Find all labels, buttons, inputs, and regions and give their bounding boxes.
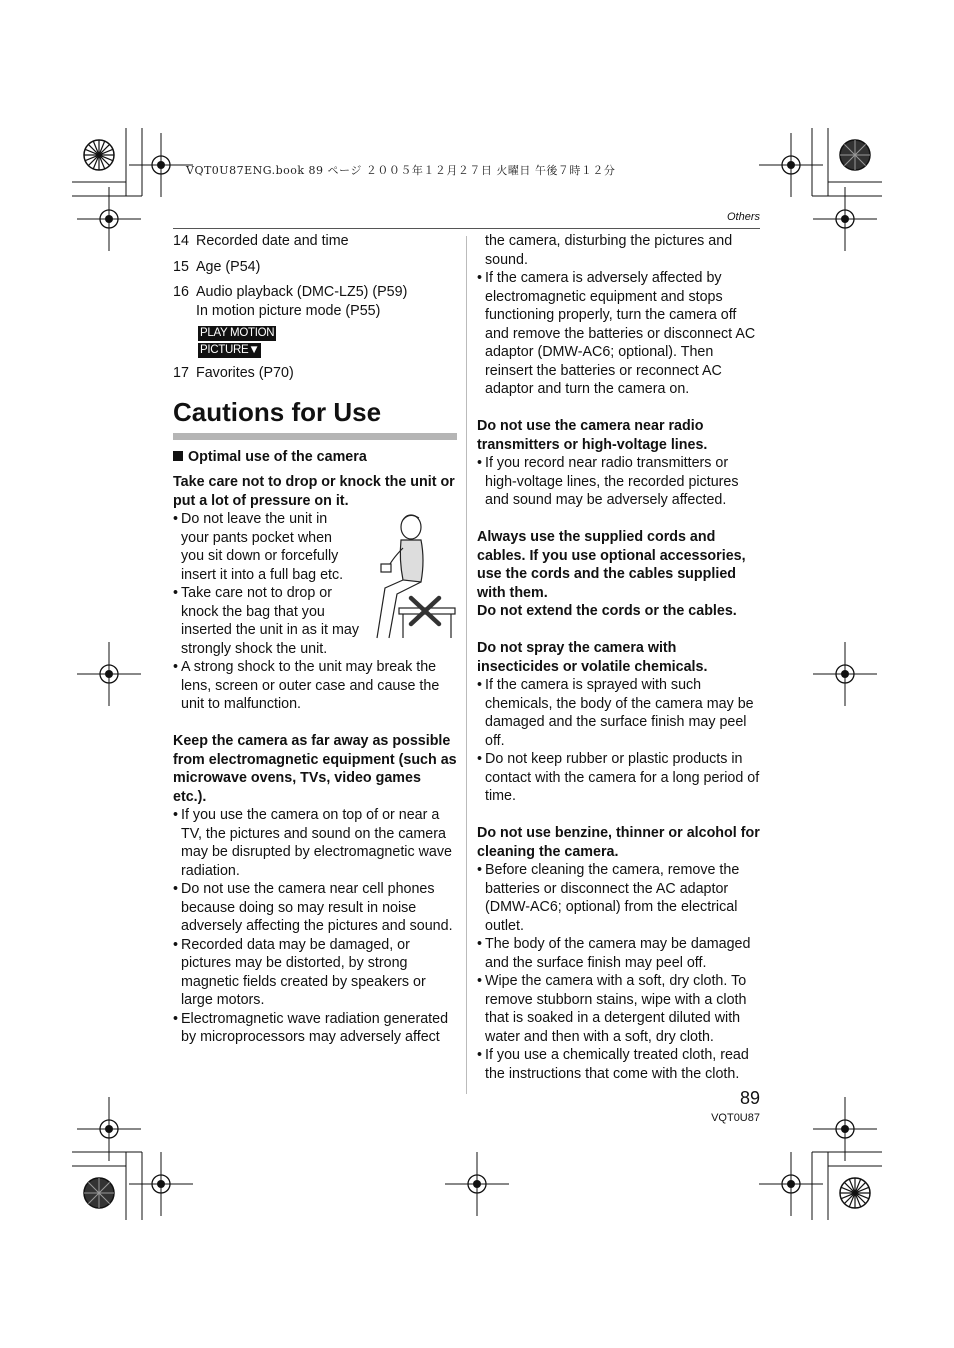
- list-item: • If you use the camera on top of or near a TV, the pictures and sound on the camera may be disrupted by electromagnetic wave radiation.: [173, 806, 457, 880]
- section-label: Others: [726, 211, 760, 223]
- subheading: [173, 448, 457, 467]
- list-item: • Wipe the camera with a soft, dry cloth. To remove stubborn stains, wipe with a cloth that is soaked in a detergent diluted with water and then with a soft, dry cloth.: [477, 972, 761, 1046]
- play-motion-picture-icon: PLAY MOTION: [200, 327, 275, 339]
- item-number: 15: [173, 258, 189, 275]
- item-text: Age (P54): [196, 258, 261, 275]
- left-column: [173, 232, 457, 1047]
- right-column: [477, 232, 761, 1083]
- list-item: • If the camera is sprayed with such chemicals, the body of the camera may be damaged and the surface finish may peel off.: [477, 676, 761, 750]
- subheading-text: Optimal use of the camera: [188, 448, 367, 465]
- cords-heading-2: Do not extend the cords or the cables.: [477, 603, 737, 619]
- cords-heading: Always use the supplied cords and cables. If you use optional accessories, use the cords and the cables supplied with them.: [477, 529, 746, 601]
- header-rule: [173, 228, 760, 229]
- document-code: VQT0U87: [711, 1112, 760, 1124]
- play-motion-picture-icon-line2: PICTURE▼: [200, 344, 260, 356]
- list-item: • Do not use the camera near cell phones because doing so may result in noise adversely affecting the pictures and sound.: [173, 880, 457, 936]
- list-item: • If the camera is adversely affected by electromagnetic equipment and stops functioning properly, turn the camera off and remove the batteries or disconnect AC adaptor (DMW-AC6; optional). Then reinsert the batteries or reconnect AC adaptor and turn the camera on.: [477, 269, 761, 399]
- item-text: Audio playback (DMC-LZ5) (P59): [196, 284, 408, 300]
- item-number: 17: [173, 365, 189, 381]
- item-number: 14: [173, 233, 189, 249]
- benzine-bullets: [477, 861, 761, 1083]
- radio-heading: Do not use the camera near radio transmitters or high-voltage lines.: [477, 418, 708, 453]
- item-text: Favorites (P70): [196, 365, 294, 381]
- list-item: • If you record near radio transmitters or high-voltage lines, the recorded pictures and sound may be adversely affected.: [477, 454, 761, 510]
- continued-text: the camera, disturbing the pictures and sound.: [485, 233, 733, 268]
- column-separator: [466, 236, 467, 1094]
- spray-bullets: [477, 676, 761, 806]
- drop-bullets-wide: [173, 658, 457, 714]
- list-item: • Do not keep rubber or plastic products in contact with the camera for a long period of time.: [477, 750, 761, 806]
- list-item: • Electromagnetic wave radiation generated by microprocessors may adversely affect: [173, 1010, 457, 1047]
- em-bullets: [173, 806, 457, 1047]
- drop-heading: Take care not to drop or knock the unit or put a lot of pressure on it.: [173, 474, 455, 509]
- item-subtext: In motion picture mode (P55): [196, 302, 381, 319]
- item-text: Recorded date and time: [196, 233, 349, 249]
- cont-bullets: [477, 269, 761, 399]
- square-bullet-icon: [173, 451, 183, 461]
- page-title: Cautions for Use: [173, 396, 382, 427]
- file-header-line: VQT0U87ENG.book 89 ページ ２００５年１２月２７日 火曜日 午後７時１２分: [186, 164, 616, 177]
- spray-heading: Do not spray the camera with insecticides or volatile chemicals.: [477, 640, 708, 675]
- page-number: 89: [739, 1088, 760, 1108]
- list-item: [173, 258, 457, 277]
- list-item: [173, 232, 457, 251]
- title-underline-bar: [173, 433, 457, 440]
- list-item: [173, 364, 457, 383]
- person-sitting-illustration: [363, 510, 457, 642]
- list-item: • Do not leave the unit in your pants pocket when you sit down or forcefully insert it into a full bag etc.: [173, 510, 359, 584]
- list-item: • Recorded data may be damaged, or pictures may be distorted, by strong magnetic fields created by speakers or large motors.: [173, 936, 457, 1010]
- radio-bullets: [477, 454, 761, 510]
- list-item: • The body of the camera may be damaged and the surface finish may peel off.: [477, 935, 761, 972]
- item-number: 16: [173, 284, 189, 300]
- list-item: • A strong shock to the unit may break the lens, screen or outer case and cause the unit to malfunction.: [173, 658, 457, 714]
- list-item: • Before cleaning the camera, remove the batteries or disconnect the AC adaptor (DMW-AC6; optional) from the electrical outlet.: [477, 861, 761, 935]
- list-item: • Take care not to drop or knock the bag that you inserted the unit in as it may strongly shock the unit.: [173, 584, 359, 658]
- list-item: • If you use a chemically treated cloth, read the instructions that come with the cloth.: [477, 1046, 761, 1083]
- benzine-heading: Do not use benzine, thinner or alcohol for cleaning the camera.: [477, 825, 760, 860]
- list-item: [173, 283, 457, 320]
- em-heading: Keep the camera as far away as possible from electromagnetic equipment (such as microwave ovens, TVs, video games etc.).: [173, 733, 457, 805]
